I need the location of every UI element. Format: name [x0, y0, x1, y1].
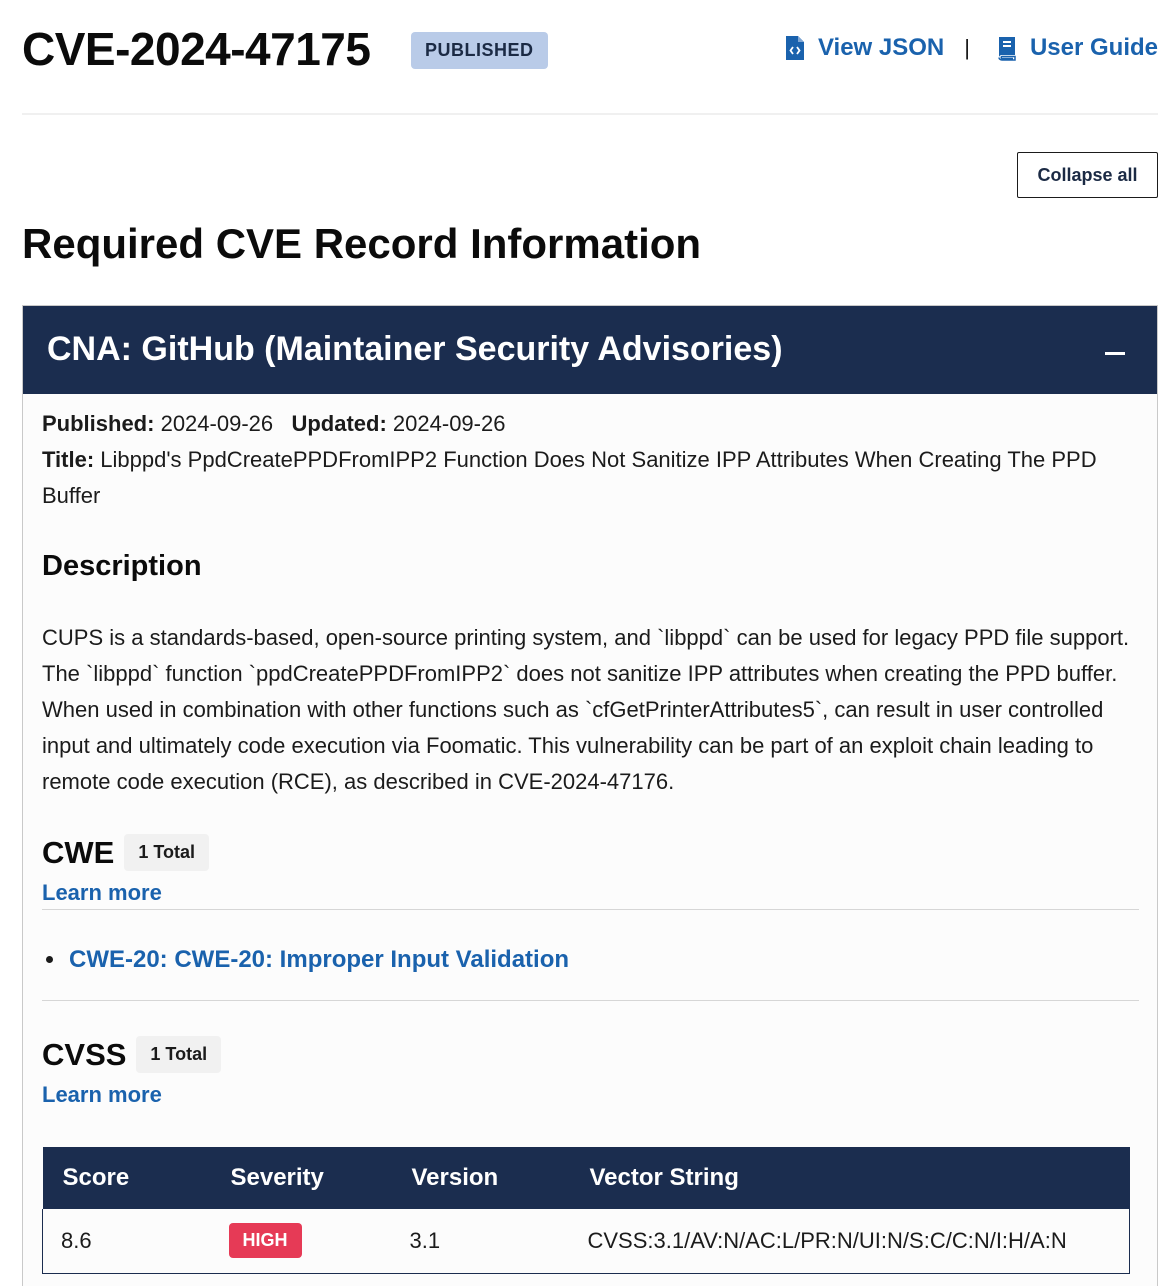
- cwe-divider-top: [42, 909, 1139, 910]
- published-label: Published:: [42, 411, 155, 436]
- header-divider: [22, 113, 1158, 115]
- version-cell: 3.1: [392, 1209, 570, 1273]
- list-item: [67, 946, 569, 974]
- description-heading: Description: [42, 550, 202, 582]
- col-score: Score: [43, 1147, 211, 1209]
- dates-line: [42, 406, 1142, 442]
- view-json-link[interactable]: [784, 34, 944, 62]
- severity-badge: HIGH: [229, 1223, 302, 1258]
- cwe-heading-row: [42, 834, 209, 871]
- description-text: CUPS is a standards-based, open-source printing system, and `libppd` can be used for legacy PPD file support. The `libppd` function `ppdCreatePPDFromIPP2` does not sanitize IPP attributes when creating the PPD buffer. When used in combination with other functions such as `cfGetPrinterAttributes5`, can result in user controlled input and ultimately code execution via Foomatic. This vulnerability can be part of an exploit chain leading to remote code execution (RCE), as described in CVE-2024-47176.: [42, 625, 1130, 794]
- col-version: Version: [392, 1147, 570, 1209]
- cna-panel: [22, 305, 1158, 1286]
- cvss-heading: CVSS: [42, 1036, 127, 1072]
- cwe-count-tag: 1 Total: [124, 834, 209, 871]
- record-title-line: [42, 442, 1142, 514]
- user-guide-link[interactable]: [996, 34, 1158, 62]
- col-severity: Severity: [211, 1147, 392, 1209]
- cve-id-title: CVE-2024-47175: [22, 23, 371, 75]
- col-vector-string: Vector String: [570, 1147, 1130, 1209]
- cwe-list: [67, 946, 569, 974]
- collapse-minus-icon[interactable]: [1105, 352, 1125, 355]
- published-badge: PUBLISHED: [411, 32, 548, 69]
- table-header-row: [43, 1147, 1130, 1209]
- cwe-divider-bottom: [42, 1000, 1139, 1001]
- link-separator: |: [964, 35, 970, 60]
- book-icon: [996, 35, 1018, 61]
- vector-string-cell: CVSS:3.1/AV:N/AC:L/PR:N/UI:N/S:C/C:N/I:H/A:N: [570, 1209, 1130, 1273]
- cwe-learn-more-link[interactable]: Learn more: [42, 880, 162, 905]
- cwe-heading: CWE: [42, 834, 115, 870]
- title-label: Title:: [42, 447, 95, 472]
- table-row: [43, 1209, 1130, 1273]
- collapse-all-button[interactable]: Collapse all: [1017, 152, 1158, 198]
- cvss-heading-row: [42, 1036, 221, 1073]
- view-json-label: View JSON: [817, 34, 945, 61]
- cna-title: CNA: GitHub (Maintainer Security Advisories): [47, 330, 783, 368]
- score-cell: 8.6: [43, 1209, 211, 1273]
- cna-panel-header[interactable]: [23, 306, 1157, 394]
- section-title: Required CVE Record Information: [22, 220, 702, 267]
- updated-label: Updated:: [291, 411, 387, 436]
- title-value: Libppd's PpdCreatePPDFromIPP2 Function Does Not Sanitize IPP Attributes When Creating The PPD Buffer: [42, 447, 1097, 508]
- updated-value: 2024-09-26: [392, 411, 506, 436]
- cvss-table: [42, 1147, 1130, 1274]
- header-links: [784, 34, 1158, 62]
- cwe-20-link[interactable]: CWE-20: CWE-20: Improper Input Validation: [69, 946, 570, 973]
- json-file-icon: [784, 35, 806, 61]
- cvss-learn-more-link[interactable]: Learn more: [42, 1082, 162, 1107]
- record-header: [22, 18, 1158, 88]
- user-guide-label: User Guide: [1029, 34, 1158, 61]
- cvss-count-tag: 1 Total: [136, 1036, 221, 1073]
- severity-cell: [211, 1209, 392, 1273]
- published-value: 2024-09-26: [160, 411, 274, 436]
